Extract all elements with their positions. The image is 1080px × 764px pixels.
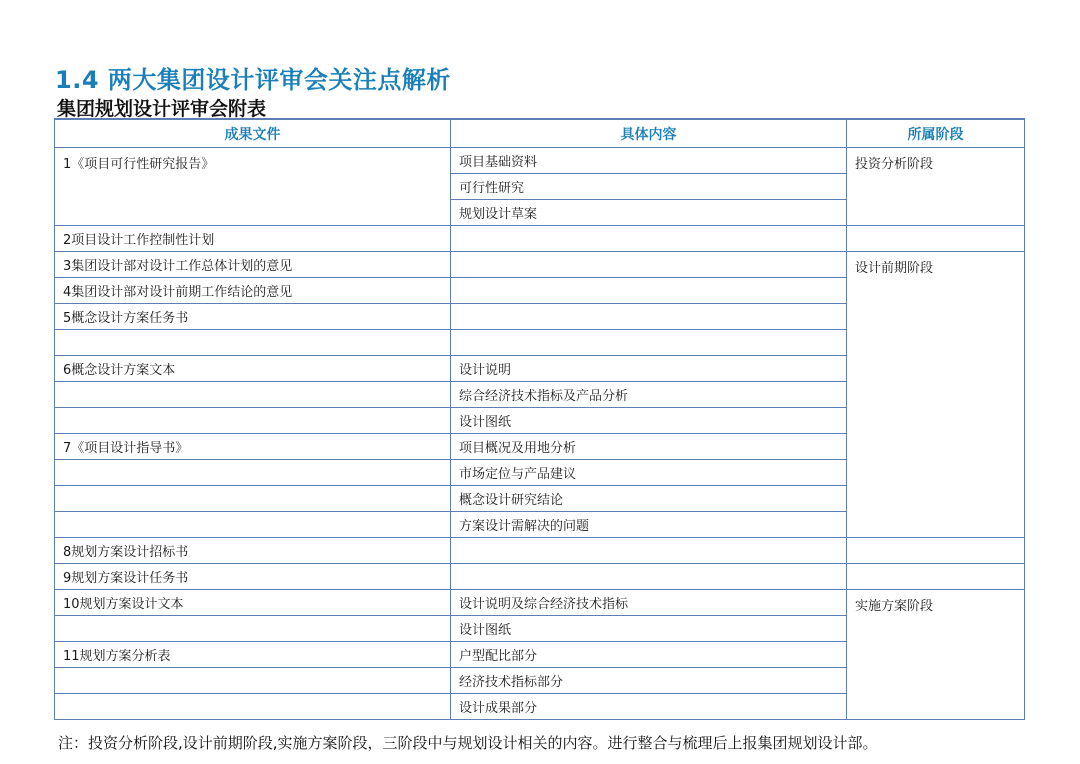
- content-cell: [451, 538, 847, 564]
- content-cell: [451, 330, 847, 356]
- content-cell: 概念设计研究结论: [451, 486, 847, 512]
- content-cell: 设计图纸: [451, 408, 847, 434]
- deliverable-cell: 8规划方案设计招标书: [55, 538, 451, 564]
- content-cell: 规划设计草案: [451, 200, 847, 226]
- deliverable-cell: 2项目设计工作控制性计划: [55, 226, 451, 252]
- deliverable-cell: [55, 382, 451, 408]
- stage-cell: 投资分析阶段: [847, 148, 1025, 226]
- stage-cell: [847, 226, 1025, 252]
- content-cell: [451, 252, 847, 278]
- deliverable-cell: 11规划方案分析表: [55, 642, 451, 668]
- content-cell: 设计说明: [451, 356, 847, 382]
- deliverable-cell: 6概念设计方案文本: [55, 356, 451, 382]
- deliverable-cell: [55, 460, 451, 486]
- content-cell: 市场定位与产品建议: [451, 460, 847, 486]
- content-cell: 综合经济技术指标及产品分析: [451, 382, 847, 408]
- content-cell: [451, 564, 847, 590]
- table-title: 集团规划设计评审会附表: [57, 98, 267, 120]
- content-cell: [451, 278, 847, 304]
- page-title: 1.4 两大集团设计评审会关注点解析: [55, 66, 451, 94]
- deliverable-cell: [55, 694, 451, 720]
- deliverable-cell: 7《项目设计指导书》: [55, 434, 451, 460]
- table-row: [55, 226, 1025, 252]
- content-cell: [451, 304, 847, 330]
- content-cell: 经济技术指标部分: [451, 668, 847, 694]
- deliverable-cell: 10规划方案设计文本: [55, 590, 451, 616]
- content-cell: 可行性研究: [451, 174, 847, 200]
- header-content: 具体内容: [451, 119, 847, 148]
- table-row: [55, 590, 1025, 616]
- header-stage: 所属阶段: [847, 119, 1025, 148]
- content-cell: 项目基础资料: [451, 148, 847, 174]
- table-row: [55, 538, 1025, 564]
- table-header-row: [55, 119, 1025, 148]
- deliverable-cell: [55, 512, 451, 538]
- stage-cell: 实施方案阶段: [847, 590, 1025, 720]
- stage-cell: [847, 564, 1025, 590]
- content-cell: 设计图纸: [451, 616, 847, 642]
- deliverable-cell: [55, 408, 451, 434]
- content-cell: 方案设计需解决的问题: [451, 512, 847, 538]
- footnote: 注：投资分析阶段,设计前期阶段,实施方案阶段，三阶段中与规划设计相关的内容。进行整合与梳理后上报集团规划设计部。: [58, 734, 878, 752]
- header-deliverable: 成果文件: [55, 119, 451, 148]
- deliverable-cell: 3集团设计部对设计工作总体计划的意见: [55, 252, 451, 278]
- attachment-table: [54, 118, 1025, 720]
- table-row: [55, 564, 1025, 590]
- deliverable-cell: 4集团设计部对设计前期工作结论的意见: [55, 278, 451, 304]
- content-cell: 设计说明及综合经济技术指标: [451, 590, 847, 616]
- table-row: [55, 252, 1025, 278]
- content-cell: 项目概况及用地分析: [451, 434, 847, 460]
- deliverable-cell: [55, 330, 451, 356]
- stage-cell: [847, 538, 1025, 564]
- deliverable-cell: [55, 616, 451, 642]
- deliverable-cell: 5概念设计方案任务书: [55, 304, 451, 330]
- content-cell: [451, 226, 847, 252]
- table-row: [55, 148, 1025, 174]
- deliverable-cell: [55, 486, 451, 512]
- content-cell: 户型配比部分: [451, 642, 847, 668]
- deliverable-cell: [55, 668, 451, 694]
- content-cell: 设计成果部分: [451, 694, 847, 720]
- stage-cell: 设计前期阶段: [847, 252, 1025, 538]
- deliverable-cell: 9规划方案设计任务书: [55, 564, 451, 590]
- deliverable-cell: 1《项目可行性研究报告》: [55, 148, 451, 226]
